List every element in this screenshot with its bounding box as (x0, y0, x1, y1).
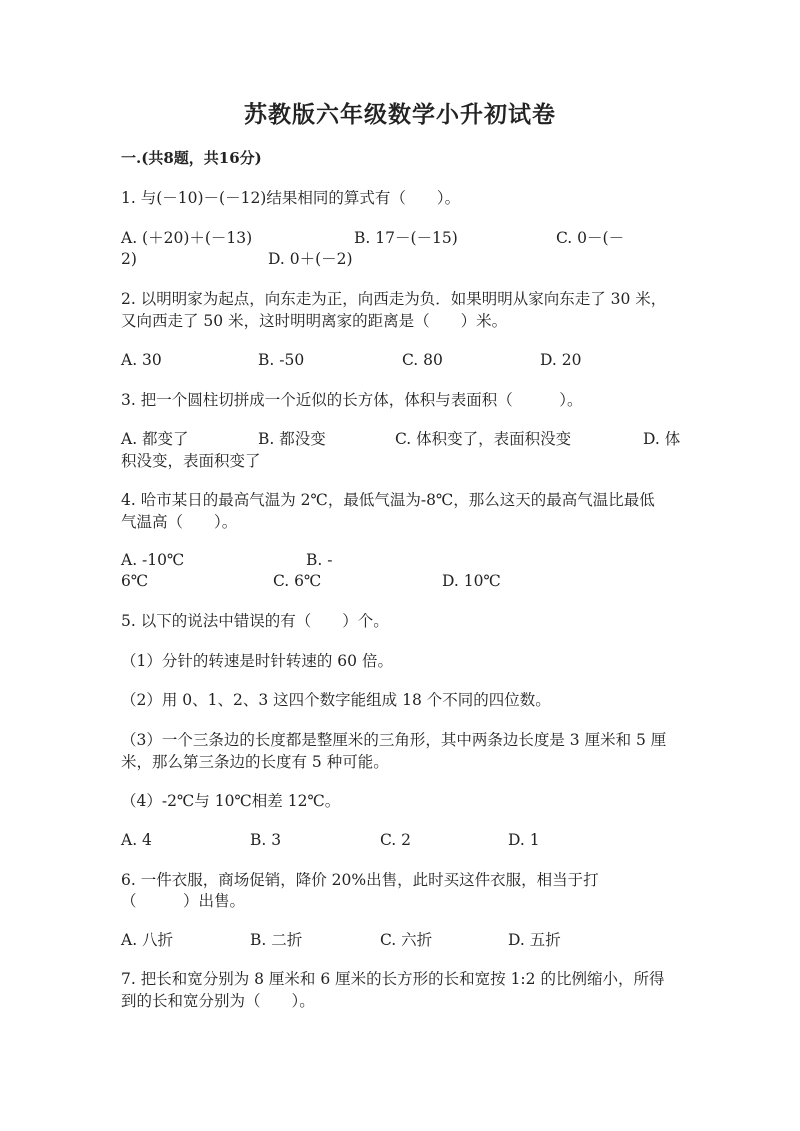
question-6-option-b: B. 二折 (250, 931, 303, 949)
question-2-option-c: C. 80 (402, 351, 443, 369)
question-1-option-c: C. 0－(－ (556, 229, 625, 247)
question-6-option-d: D. 五折 (508, 931, 561, 949)
page-title: 苏教版六年级数学小升初试卷 (244, 101, 556, 128)
question-2-option-b: B. -50 (258, 351, 305, 369)
question-5-stem: 5. 以下的说法中错误的有（ ）个。 (121, 612, 389, 630)
question-3-option-a: A. 都变了 (121, 430, 189, 448)
question-4-stem-line-1: 4. 哈市某日的最高气温为 2℃，最低气温为-8℃，那么这天的最高气温比最低 (121, 491, 655, 509)
question-5-option-a: A. 4 (121, 831, 152, 849)
question-7-stem-line-1: 7. 把长和宽分别为 8 厘米和 6 厘米的长方形的长和宽按 1:2 的比例缩小，所得 (121, 970, 665, 988)
question-2-stem-line-2: 又向西走了 50 米，这时明明离家的距离是（ ）米。 (121, 312, 508, 330)
question-7-stem-line-2: 到的长和宽分别为（ ）。 (121, 992, 315, 1010)
question-6-option-a: A. 八折 (121, 931, 174, 949)
question-1-option-c-continued: 2) (121, 250, 137, 268)
question-6-option-c: C. 六折 (380, 931, 433, 949)
question-3-option-d: D. 体 (643, 430, 681, 448)
question-2-stem-line-1: 2. 以明明家为起点，向东走为正，向西走为负．如果明明从家向东走了 30 米， (121, 290, 667, 308)
question-6-stem-line-2: （ ）出售。 (121, 892, 246, 910)
question-4-option-d: D. 10℃ (442, 572, 501, 590)
question-5-statement-1: （1）分针的转速是时针转速的 60 倍。 (121, 652, 393, 670)
question-2-option-a: A. 30 (121, 351, 162, 369)
question-2-option-d: D. 20 (540, 351, 582, 369)
section-heading: 一.(共8题，共16分) (121, 149, 262, 167)
question-4-option-c: C. 6℃ (273, 572, 322, 590)
question-3-option-c: C. 体积变了，表面积没变 (395, 430, 572, 448)
question-3-stem: 3. 把一个圆柱切拼成一个近似的长方体，体积与表面积（ ）。 (121, 391, 583, 409)
question-5-option-b: B. 3 (250, 831, 282, 849)
question-5-option-d: D. 1 (508, 831, 540, 849)
question-4-stem-line-2: 气温高（ ）。 (121, 513, 238, 531)
question-5-statement-3-line-1: （3）一个三条边的长度都是整厘米的三角形，其中两条边长度是 3 厘米和 5 厘 (121, 731, 667, 749)
question-1-option-b: B. 17－(－15) (354, 229, 458, 247)
question-4-option-b-continued: 6℃ (121, 572, 149, 590)
question-1-option-d: D. 0＋(－2) (268, 250, 353, 268)
question-5-statement-2: （2）用 0、1、2、3 这四个数字能组成 18 个不同的四位数。 (121, 691, 551, 709)
question-3-option-d-continued: 积没变，表面积变了 (121, 452, 261, 470)
question-3-option-b: B. 都没变 (258, 430, 326, 448)
question-4-option-a: A. -10℃ (121, 551, 185, 569)
question-5-statement-4: （4）-2℃与 10℃相差 12℃。 (121, 792, 341, 810)
question-5-option-c: C. 2 (380, 831, 412, 849)
question-6-stem-line-1: 6. 一件衣服，商场促销，降价 20%出售，此时买这件衣服，相当于打 (121, 871, 599, 889)
question-4-option-b: B. - (306, 551, 333, 569)
question-5-statement-3-line-2: 米，那么第三条边的长度有 5 种可能。 (121, 753, 389, 771)
question-1-option-a: A. (＋20)＋(－13) (121, 229, 253, 247)
question-1-stem: 1. 与(－10)－(－12)结果相同的算式有（ ）。 (121, 189, 461, 207)
